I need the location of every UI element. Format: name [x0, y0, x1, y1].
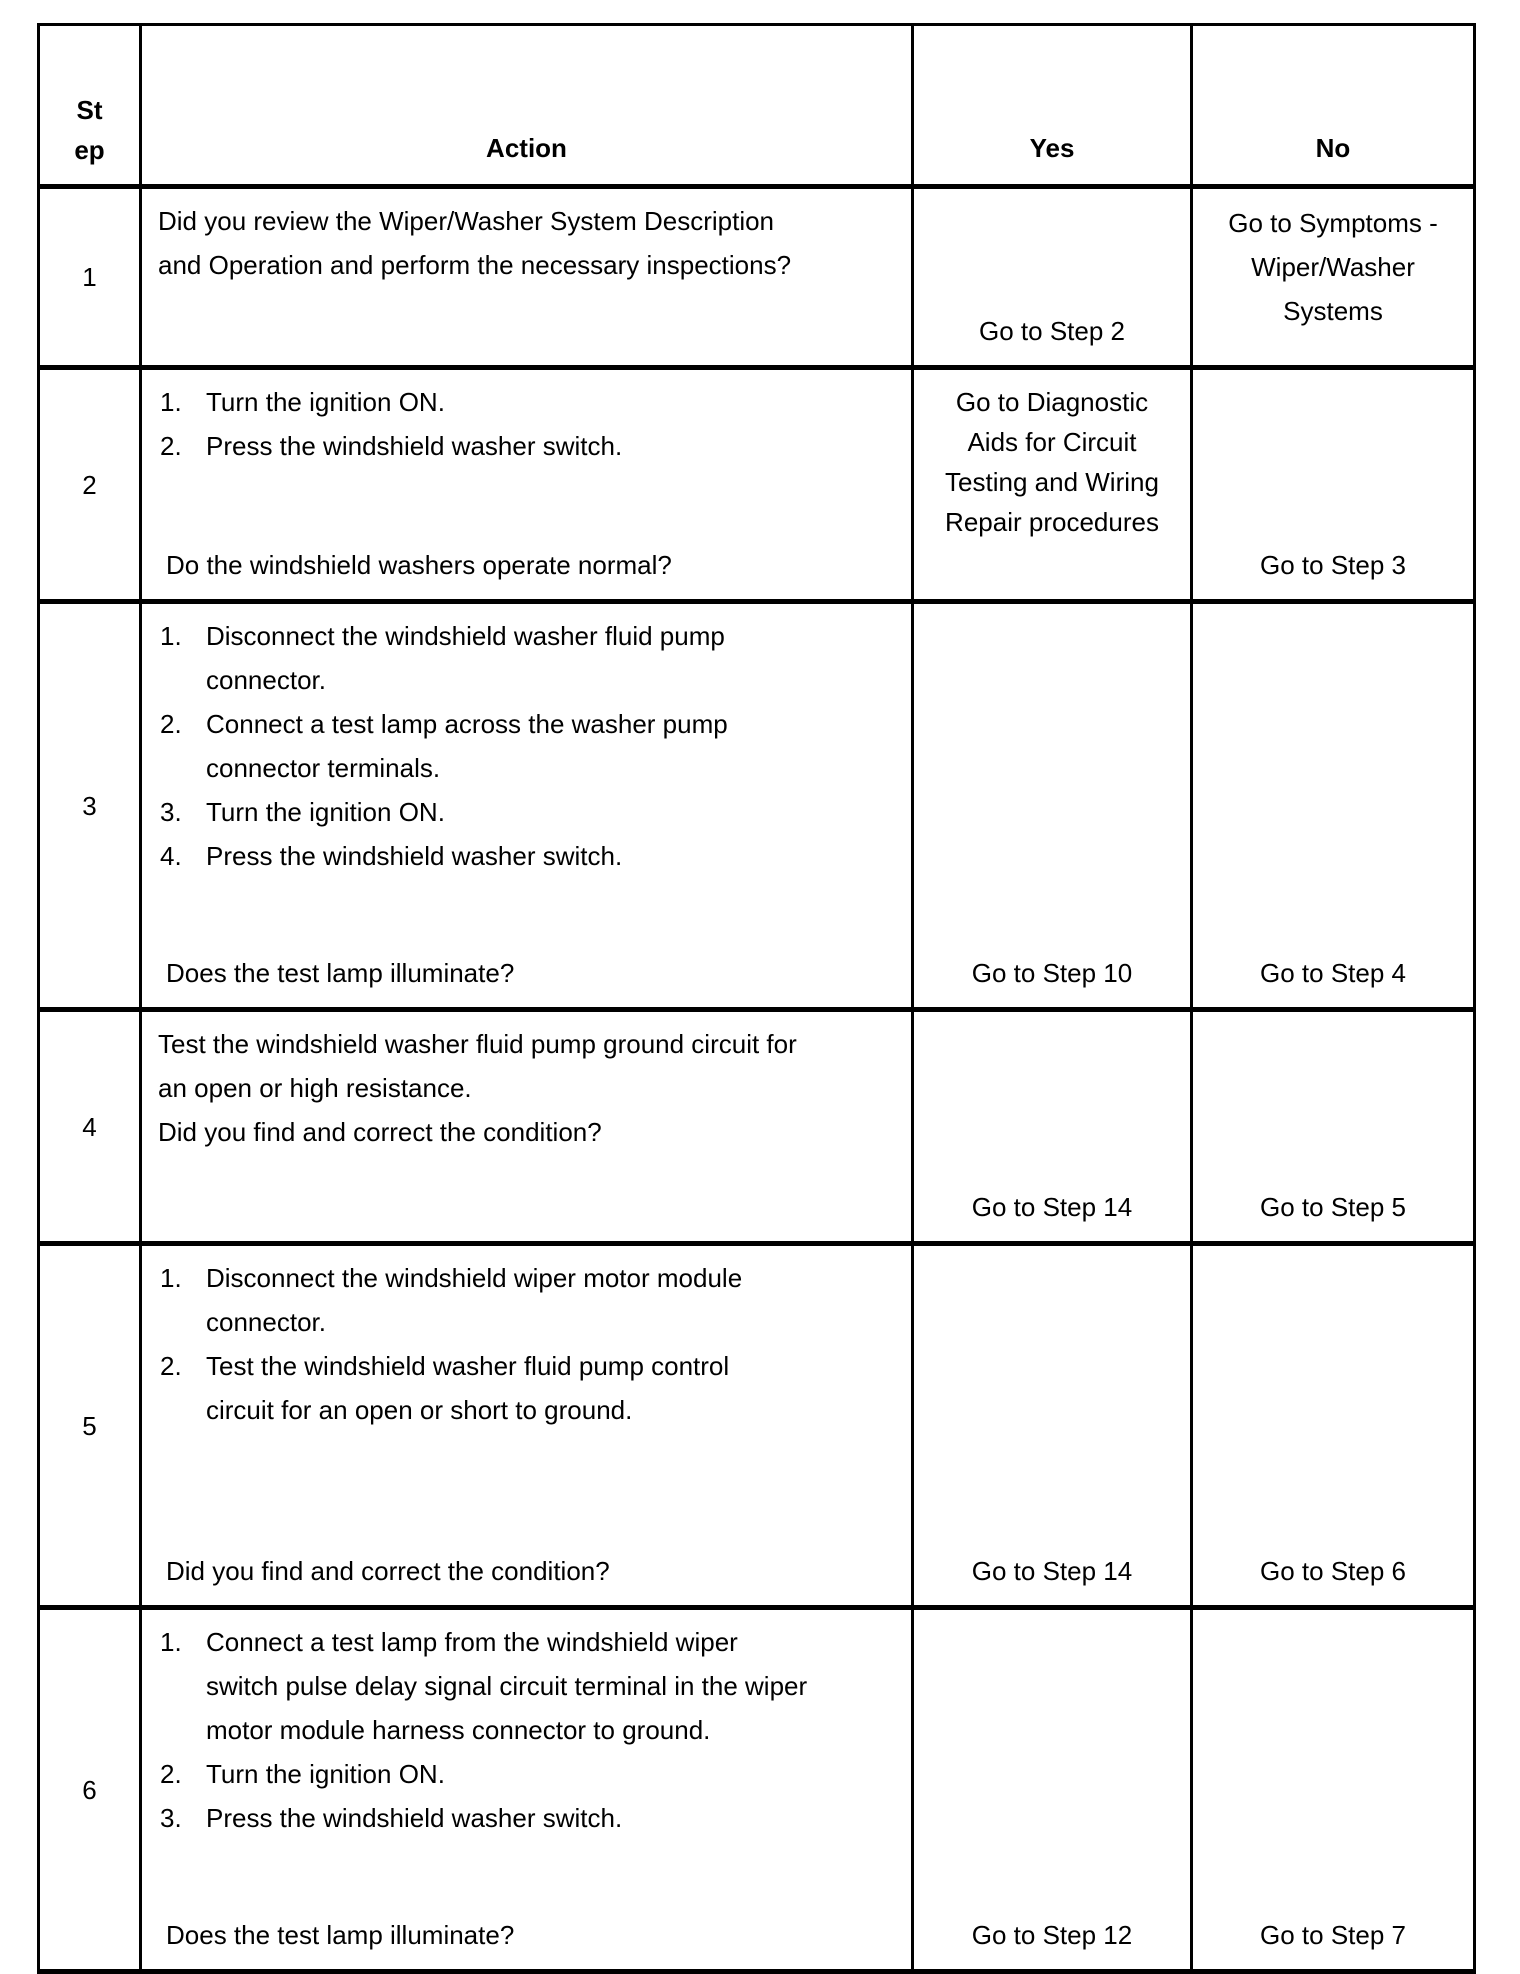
- action-steps: [158, 380, 895, 468]
- item-text: Connect a test lamp from the windshield wiper: [206, 1627, 738, 1657]
- action-list-item: [158, 380, 895, 424]
- table-row: [39, 187, 1475, 368]
- item-number: 1.: [160, 621, 182, 651]
- action-line: Did you find and correct the condition?: [158, 1117, 602, 1147]
- item-text: connector.: [206, 1307, 326, 1337]
- table-row: [39, 602, 1475, 1010]
- action-cell: [141, 187, 913, 368]
- no-text: Go to Symptoms -: [1228, 208, 1438, 238]
- action-list-item: [158, 1388, 895, 1432]
- action-cell: [141, 1608, 913, 1972]
- item-text: Connect a test lamp across the washer pump: [206, 709, 728, 739]
- item-number: 3.: [160, 1803, 182, 1833]
- action-question: Does the test lamp illuminate?: [166, 958, 515, 988]
- item-number: 1.: [160, 1627, 182, 1657]
- header-step-line: St: [76, 95, 103, 125]
- item-text: Turn the ignition ON.: [206, 797, 445, 827]
- item-text: switch pulse delay signal circuit terminal in the wiper: [206, 1671, 808, 1701]
- no-text: Go to Step 5: [1260, 1192, 1406, 1222]
- step-number: 2: [39, 368, 141, 602]
- action-content: [142, 189, 911, 365]
- table-row: [39, 1010, 1475, 1244]
- action-list-item: [158, 1300, 895, 1344]
- step-number: 5: [39, 1244, 141, 1608]
- yes-text: Aids for Circuit: [967, 427, 1137, 457]
- action-list-item: [158, 424, 895, 468]
- action-list-item: [158, 614, 895, 658]
- action-line: and Operation and perform the necessary inspections?: [158, 250, 792, 280]
- action-cell: [141, 1244, 913, 1608]
- yes-text: Go to Step 2: [979, 316, 1125, 346]
- table-row: [39, 368, 1475, 602]
- item-text: Press the windshield washer switch.: [206, 841, 623, 871]
- yes-text: Repair procedures: [945, 507, 1159, 537]
- action-list-item: [158, 1344, 895, 1388]
- yes-cell: [913, 187, 1192, 368]
- diagnostic-table: [37, 23, 1476, 1974]
- action-question: Does the test lamp illuminate?: [166, 1920, 515, 1950]
- item-number: 3.: [160, 797, 182, 827]
- yes-content: [914, 1012, 1190, 1241]
- yes-text: Go to Diagnostic: [955, 387, 1149, 417]
- yes-cell: [913, 368, 1192, 602]
- header-row: [39, 25, 1475, 187]
- no-text: Go to Step 4: [1260, 958, 1406, 988]
- yes-content: [914, 1610, 1190, 1969]
- no-content: [1193, 370, 1473, 599]
- action-line: an open or high resistance.: [158, 1073, 472, 1103]
- action-list-item: [158, 790, 895, 834]
- no-cell: [1192, 1010, 1475, 1244]
- action-cell: [141, 1010, 913, 1244]
- action-steps: [158, 1620, 895, 1840]
- action-list-item: [158, 1796, 895, 1840]
- item-text: Press the windshield washer switch.: [206, 1803, 623, 1833]
- yes-content: [914, 370, 1190, 599]
- action-steps: [158, 1256, 895, 1432]
- no-content: [1193, 1246, 1473, 1605]
- action-list-item: [158, 746, 895, 790]
- yes-cell: [913, 1244, 1192, 1608]
- no-cell: [1192, 368, 1475, 602]
- action-content: [142, 1246, 911, 1605]
- item-number: 2.: [160, 709, 182, 739]
- action-steps: [158, 1022, 895, 1154]
- item-number: 2.: [160, 431, 182, 461]
- action-cell: [141, 368, 913, 602]
- header-yes: Yes: [913, 25, 1192, 187]
- action-content: [142, 370, 911, 599]
- yes-text: Go to Step 10: [971, 958, 1133, 988]
- no-text: Wiper/Washer: [1251, 252, 1415, 282]
- action-cell: [141, 602, 913, 1010]
- item-text: Disconnect the windshield wiper motor module: [206, 1263, 743, 1293]
- no-cell: [1192, 1608, 1475, 1972]
- step-number: 3: [39, 602, 141, 1010]
- no-cell: [1192, 1244, 1475, 1608]
- action-steps: [158, 199, 895, 287]
- yes-cell: [913, 602, 1192, 1010]
- yes-content: [914, 604, 1190, 1007]
- no-cell: [1192, 187, 1475, 368]
- no-text: Go to Step 3: [1260, 550, 1406, 580]
- item-text: Turn the ignition ON.: [206, 1759, 445, 1789]
- item-text: connector.: [206, 665, 326, 695]
- yes-cell: [913, 1010, 1192, 1244]
- item-text: Turn the ignition ON.: [206, 387, 445, 417]
- table-row: [39, 1608, 1475, 1972]
- yes-text: Go to Step 14: [971, 1192, 1133, 1222]
- no-text: Go to Step 6: [1260, 1556, 1406, 1586]
- action-content: [142, 1610, 911, 1969]
- no-text: Systems: [1283, 296, 1383, 326]
- yes-content: [914, 189, 1190, 365]
- item-number: 1.: [160, 387, 182, 417]
- header-step-line: ep: [74, 135, 105, 165]
- no-text: Go to Step 7: [1260, 1920, 1406, 1950]
- item-text: connector terminals.: [206, 753, 441, 783]
- no-content: [1193, 604, 1473, 1007]
- action-list-item: [158, 1256, 895, 1300]
- item-number: 2.: [160, 1759, 182, 1789]
- item-text: Test the windshield washer fluid pump control: [206, 1351, 730, 1381]
- action-list-item: [158, 1620, 895, 1664]
- no-content: [1193, 1610, 1473, 1969]
- step-number: 4: [39, 1010, 141, 1244]
- item-number: 2.: [160, 1351, 182, 1381]
- action-list-item: [158, 702, 895, 746]
- item-number: 4.: [160, 841, 182, 871]
- action-list-item: [158, 1708, 895, 1752]
- action-list-item: [158, 658, 895, 702]
- item-text: motor module harness connector to ground.: [206, 1715, 711, 1745]
- step-number: 1: [39, 187, 141, 368]
- table-row: [39, 1244, 1475, 1608]
- header-step: [39, 25, 141, 187]
- item-number: 1.: [160, 1263, 182, 1293]
- item-text: Disconnect the windshield washer fluid pump: [206, 621, 725, 651]
- yes-text: Testing and Wiring: [945, 467, 1159, 497]
- header-action: Action: [141, 25, 913, 187]
- no-cell: [1192, 602, 1475, 1010]
- action-list-item: [158, 834, 895, 878]
- action-content: [142, 1012, 911, 1241]
- item-text: circuit for an open or short to ground.: [206, 1395, 633, 1425]
- yes-content: [914, 1246, 1190, 1605]
- action-steps: [158, 614, 895, 878]
- no-content: [1193, 1012, 1473, 1241]
- no-content: [1193, 189, 1473, 365]
- item-text: Press the windshield washer switch.: [206, 431, 623, 461]
- step-number: 6: [39, 1608, 141, 1972]
- action-list-item: [158, 1752, 895, 1796]
- action-line: Did you review the Wiper/Washer System Description: [158, 206, 775, 236]
- yes-text: Go to Step 14: [971, 1556, 1133, 1586]
- header-no: No: [1192, 25, 1475, 187]
- yes-cell: [913, 1608, 1192, 1972]
- action-question: Did you find and correct the condition?: [166, 1556, 610, 1586]
- yes-text: Go to Step 12: [971, 1920, 1133, 1950]
- action-content: [142, 604, 911, 1007]
- action-line: Test the windshield washer fluid pump ground circuit for: [158, 1029, 797, 1059]
- action-list-item: [158, 1664, 895, 1708]
- action-question: Do the windshield washers operate normal?: [166, 550, 672, 580]
